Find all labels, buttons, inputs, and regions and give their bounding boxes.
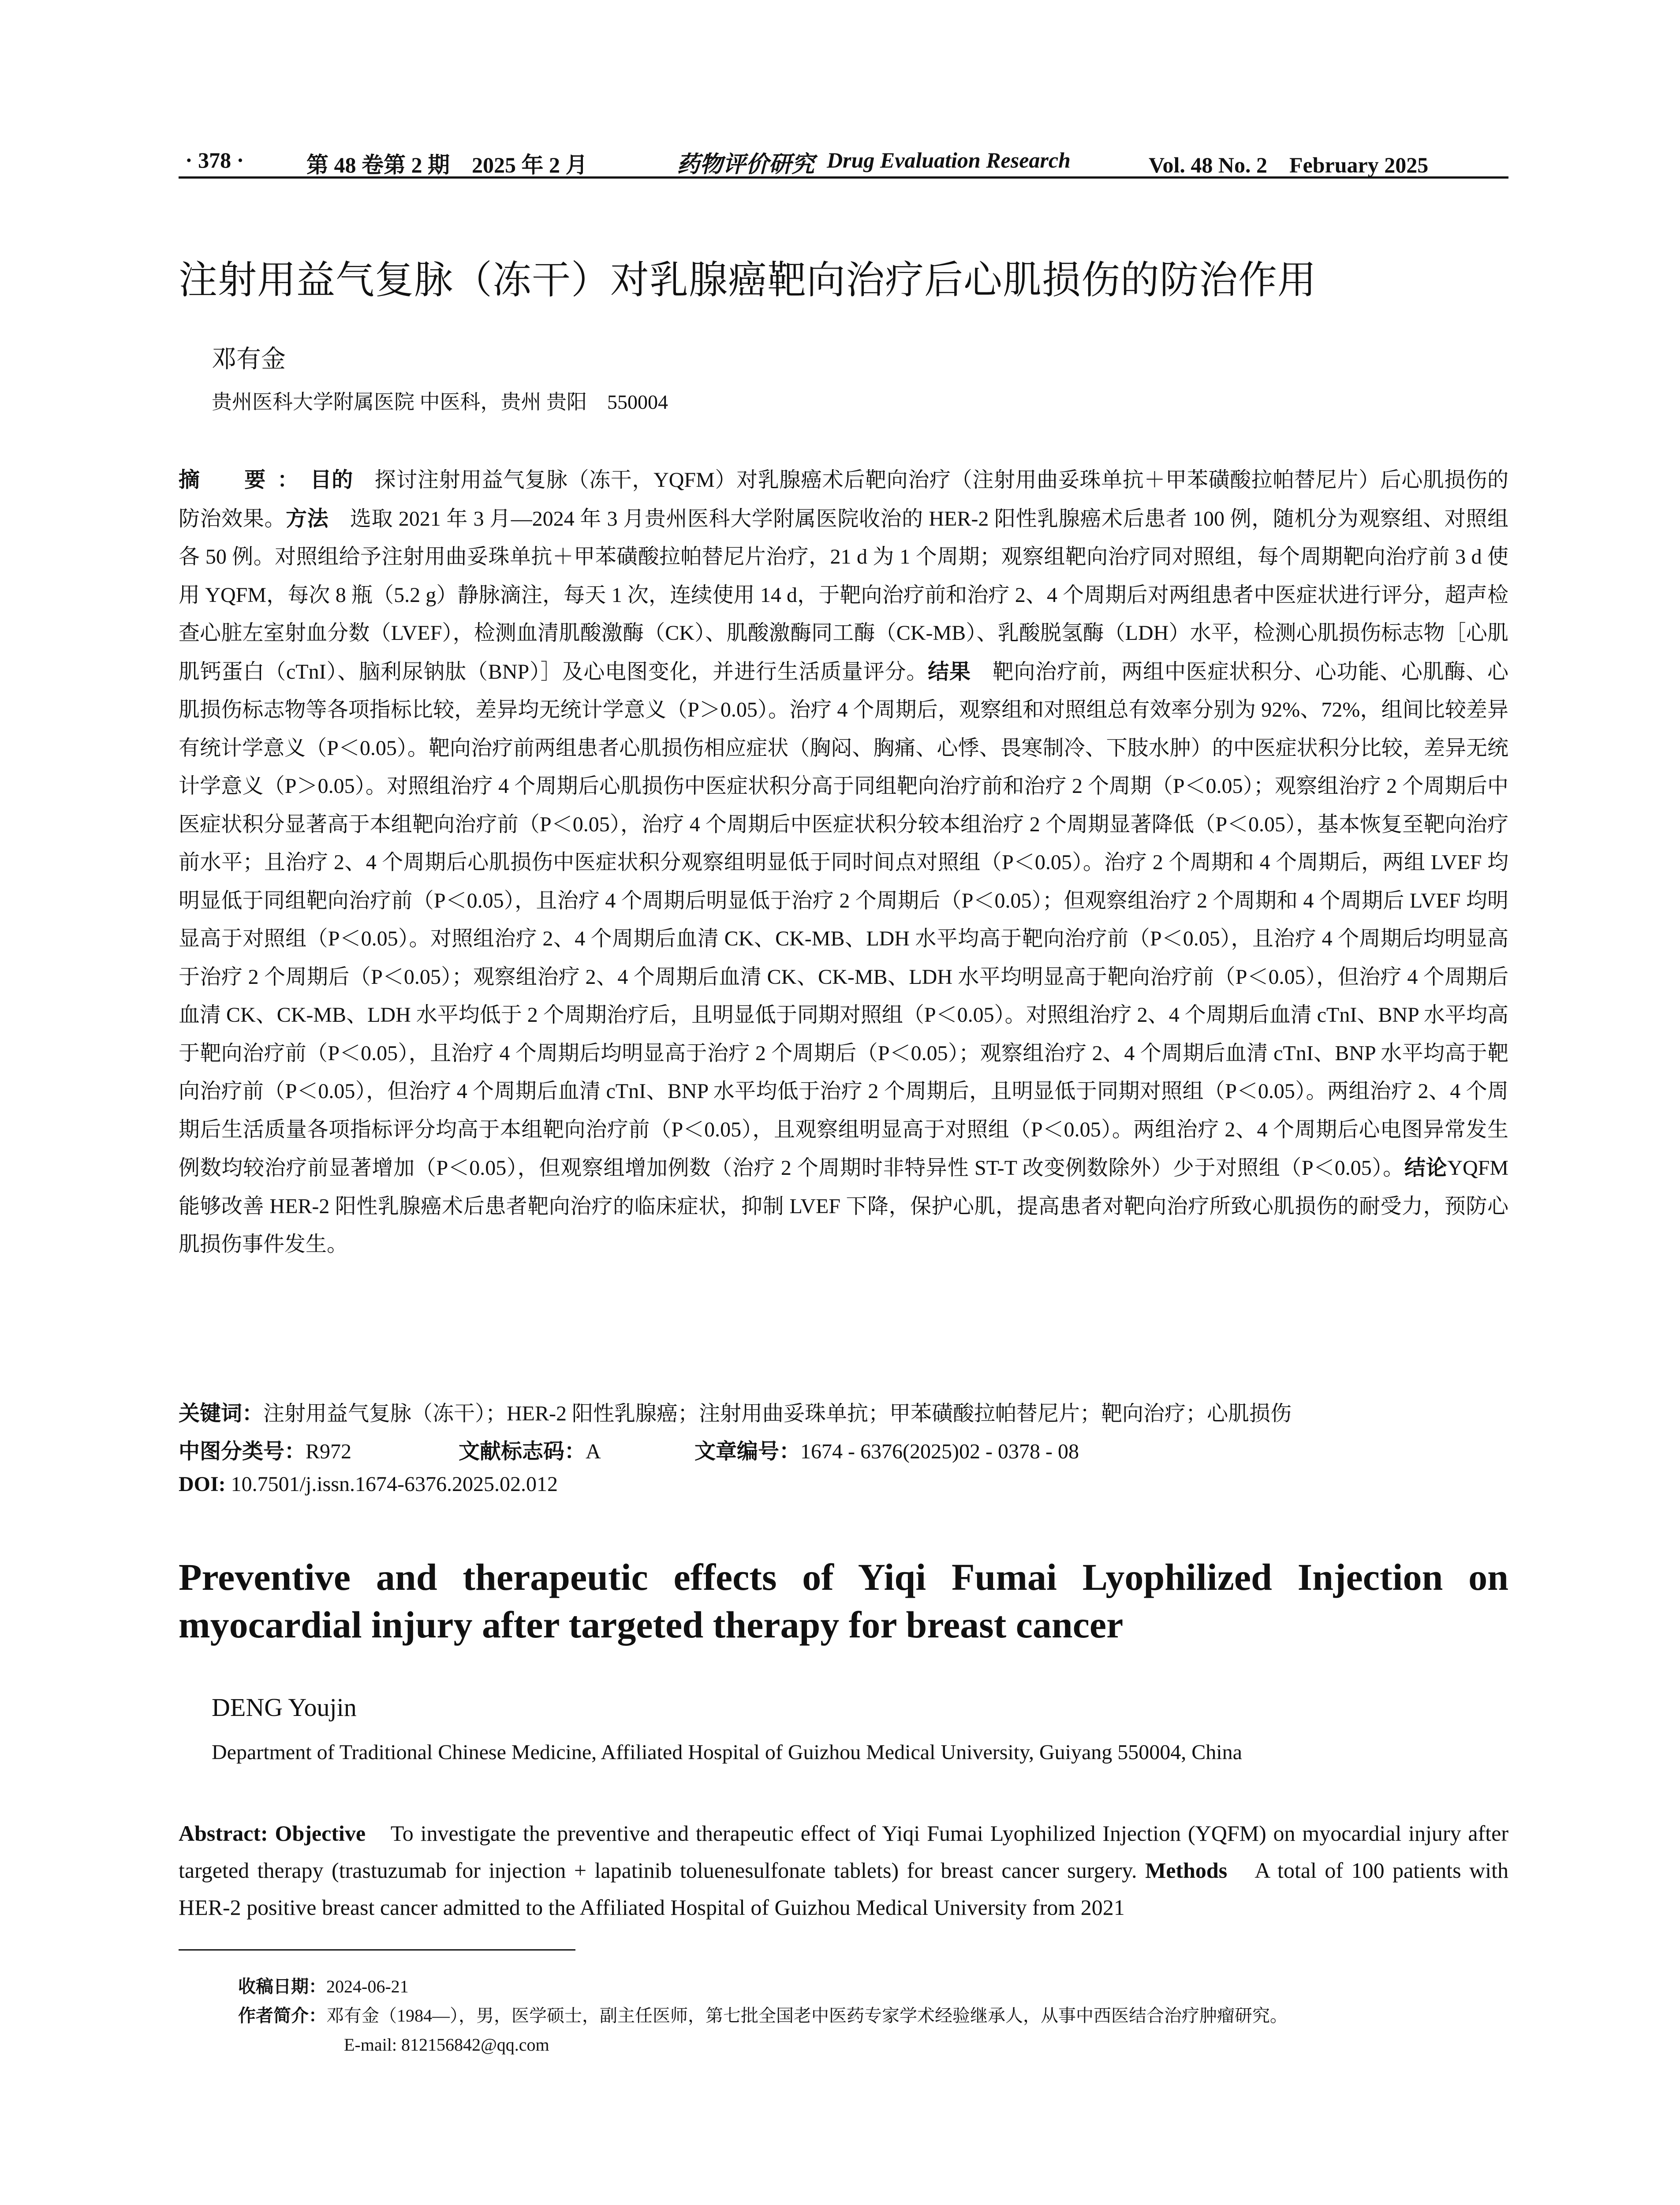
results-label-cn: 结果 (928, 659, 971, 684)
keywords-label: 关键词： (179, 1401, 264, 1426)
conclusion-label-cn: 结论 (1404, 1155, 1448, 1180)
methods-text-en: A total of 100 patients with HER-2 positive breast cancer admitted to the Affiliated Hospital of Guizhou Medical University from 2021 (179, 1858, 1509, 1920)
doc-code-label: 文献标志码： (459, 1439, 586, 1464)
footnote-divider (179, 1949, 575, 1951)
doi-line (179, 1472, 558, 1496)
volume-issue-cn: 第 48 卷第 2 期 2025 年 2 月 (306, 153, 588, 177)
keywords-cn (179, 1396, 1508, 1427)
clc-label: 中图分类号： (179, 1439, 306, 1464)
affiliation-cn: 贵州医科大学附属医院 中医科，贵州 贵阳 550004 (212, 391, 668, 413)
methods-text-cn: 选取 2021 年 3 月—2024 年 3 月贵州医科大学附属医院收治的 HER-2 阳性乳腺癌术后患者 100 例，随机分为观察组、对照组各 50 例。对照组给予注射用曲妥珠单抗＋甲苯磺酸拉帕替尼片治疗，21 d 为 1 个周期；观察组靶向治疗同对照组，每个周期靶向治疗前 3 d 使用 YQFM，每次 8 瓶（5.2 g）静脉滴注，每天 1 次，连续使用 14 d，于靶向治疗前和治疗 2、4 个周期后对两组患者中医症状进行评分，超声检查心脏左室射血分数（LVEF），检测血清肌酸激酶（CK）、肌酸激酶同工酶（CK-MB）、乳酸脱氢酶（LDH）水平，检测心肌损伤标志物［心肌肌钙蛋白（cTnI）、脑利尿钠肽（BNP）］及心电图变化，并进行生活质量评分。 (179, 507, 1508, 684)
methods-label-en: Methods (1145, 1858, 1228, 1883)
keywords-text: 注射用益气复脉（冻干）；HER-2 阳性乳腺癌；注射用曲妥珠单抗；甲苯磺酸拉帕替尼片；靶向治疗；心肌损伤 (263, 1402, 1292, 1425)
clc-value: R972 (306, 1440, 352, 1463)
objective-text-en: To investigate the preventive and therapeutic effect of Yiqi Fumai Lyophilized Injection (YQFM) on myocardial injury after targeted therapy (trastuzumab for injection + lapatinib toluenesulfonate tablets) for breast cancer surgery. (179, 1821, 1508, 1883)
received-value: 2024-06-21 (326, 1977, 409, 1996)
received-label: 收稿日期： (238, 1977, 326, 1997)
objective-label-cn: 目的 (310, 467, 353, 492)
author-email[interactable]: E-mail: 812156842@qq.com (344, 2035, 549, 2055)
received-date (238, 1972, 1508, 2001)
article-title-cn: 注射用益气复脉（冻干）对乳腺癌靶向治疗后心肌损伤的防治作用 (179, 257, 1317, 303)
doc-code-value: A (586, 1440, 601, 1463)
doc-code-field (459, 1434, 601, 1465)
author-name-en: DENG Youjin (212, 1693, 357, 1722)
abstract-label-cn: 摘 要： (179, 467, 310, 492)
abstract-objective-label-en: Abstract: Objective (179, 1821, 366, 1846)
doi-label: DOI: (179, 1472, 226, 1496)
author-bio (238, 2001, 1508, 2059)
article-no-value: 1674 - 6376(2025)02 - 0378 - 08 (800, 1440, 1079, 1463)
volume-issue-en: Vol. 48 No. 2 February 2025 (1149, 153, 1429, 177)
results-text-cn: 靶向治疗前，两组中医症状积分、心功能、心肌酶、心肌损伤标志物等各项指标比较，差异均无统计学意义（P＞0.05）。治疗 4 个周期后，观察组和对照组总有效率分别为 92%、72%，组间比较差异有统计学意义（P＜0.05）。靶向治疗前两组患者心肌损伤相应症状（胸闷、胸痛、心悸、畏寒制冷、下肢水肿）的中医症状积分比较，差异无统计学意义（P＞0.05）。对照组治疗 4 个周期后心肌损伤中医症状积分高于同组靶向治疗前和治疗 2 个周期（P＜0.05）；观察组治疗 2 个周期后中医症状积分显著高于本组靶向治疗前（P＜0.05），治疗 4 个周期后中医症状积分较本组治疗 2 个周期显著降低（P＜0.05），基本恢复至靶向治疗前水平；且治疗 2、4 个周期后心肌损伤中医症状积分观察组明显低于同时间点对照组（P＜0.05）。治疗 2 个周期和 4 个周期后，两组 LVEF 均明显低于同组靶向治疗前（P＜0.05），且治疗 4 个周期后明显低于治疗 2 个周期后（P＜0.05）；但观察组治疗 2 个周期和 4 个周期后 LVEF 均明显高于对照组（P＜0.05）。对照组治疗 2、4 个周期后血清 CK、CK-MB、LDH 水平均高于靶向治疗前（P＜0.05），且治疗 4 个周期后均明显高于治疗 2 个周期后（P＜0.05）；观察组治疗 2、4 个周期后血清 CK、CK-MB、LDH 水平均明显高于靶向治疗前（P＜0.05），但治疗 4 个周期后血清 CK、CK-MB、LDH 水平均低于 2 个周期治疗后，且明显低于同期对照组（P＜0.05）。对照组治疗 2、4 个周期后血清 cTnI、BNP 水平均高于靶向治疗前（P＜0.05），且治疗 4 个周期后均明显高于治疗 2 个周期后（P＜0.05）；观察组治疗 2、4 个周期后血清 cTnI、BNP 水平均高于靶向治疗前（P＜0.05），但治疗 4 个周期后血清 cTnI、BNP 水平均低于治疗 2 个周期后，且明显低于同期对照组（P＜0.05）。两组治疗 2、4 个周期后生活质量各项指标评分均高于本组靶向治疗前（P＜0.05），且观察组明显高于对照组（P＜0.05）。两组治疗 2、4 个周期后心电图异常发生例数均较治疗前显著增加（P＜0.05），但观察组增加例数（治疗 2 个周期时非特异性 ST-T 改变例数除外）少于对照组（P＜0.05）。 (179, 660, 1508, 1180)
abstract-cn (179, 461, 1508, 1264)
bio-label: 作者简介： (238, 2006, 326, 2026)
bio-text: 邓有金（1984—），男，医学硕士，副主任医师，第七批全国老中医药专家学术经验继承人，从事中西医结合治疗肿瘤研究。 (326, 2006, 1288, 2026)
clc-field (179, 1434, 351, 1465)
journal-name-en: Drug Evaluation Research (827, 148, 1071, 172)
footnotes (238, 1972, 1508, 2059)
author-name-cn: 邓有金 (212, 345, 286, 374)
doi-link[interactable]: 10.7501/j.issn.1674-6376.2025.02.012 (231, 1472, 558, 1496)
journal-logo: 药物评价研究 (677, 151, 815, 178)
article-no-field (694, 1434, 1079, 1465)
article-title-en: Preventive and therapeutic effects of Yiqi Fumai Lyophilized Injection on myocardial injury after targeted therapy for breast cancer (179, 1556, 1508, 1646)
conclusion-text-cn: YQFM 能够改善 HER-2 阳性乳腺癌术后患者靶向治疗的临床症状，抑制 LVEF 下降，保护心肌，提高患者对靶向治疗所致心肌损伤的耐受力，预防心肌损伤事件发生。 (179, 1156, 1508, 1256)
article-no-label: 文章编号： (694, 1439, 801, 1464)
affiliation-en: Department of Traditional Chinese Medicine, Affiliated Hospital of Guizhou Medical University, Guiyang 550004, China (212, 1741, 1242, 1764)
page-number: · 378 · (185, 148, 244, 172)
objective-text-cn: 探讨注射用益气复脉（冻干，YQFM）对乳腺癌术后靶向治疗（注射用曲妥珠单抗＋甲苯磺酸拉帕替尼片）后心肌损伤的防治效果。 (179, 468, 1508, 531)
running-header (179, 141, 1508, 179)
abstract-en (179, 1815, 1508, 1926)
methods-label-cn: 方法 (286, 506, 329, 531)
